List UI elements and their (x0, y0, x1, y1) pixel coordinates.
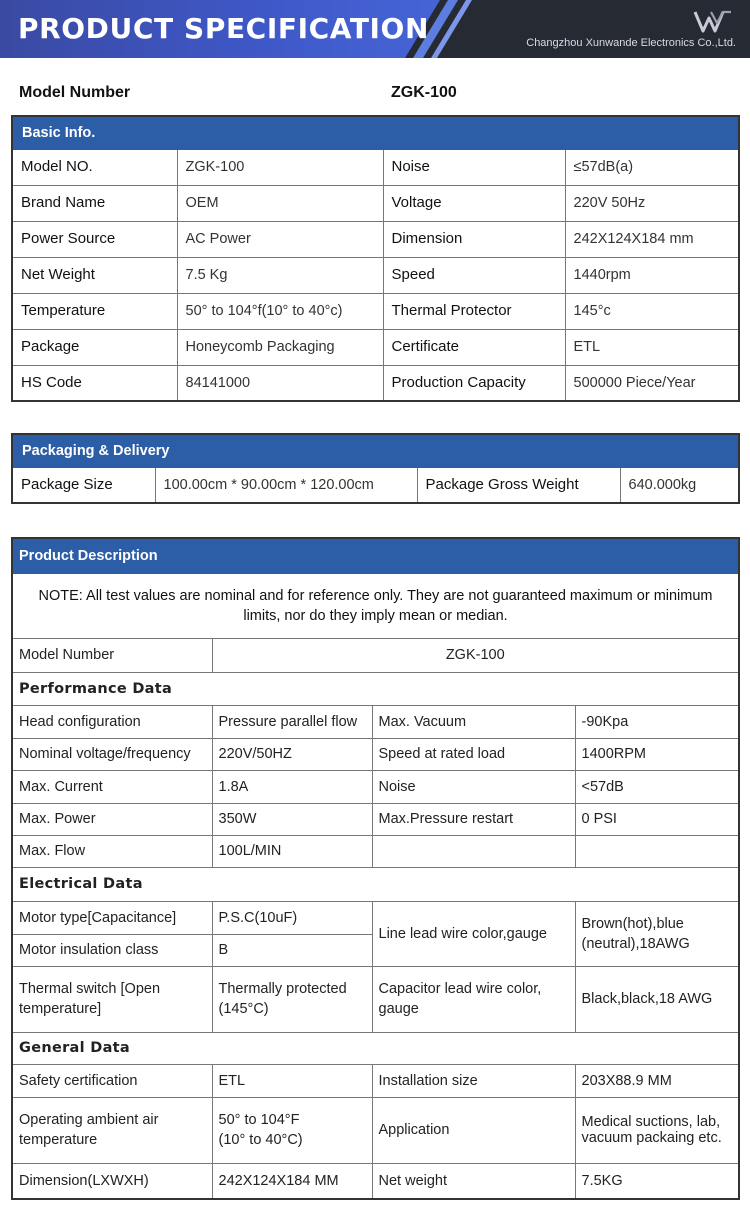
cell-label: Certificate (383, 329, 565, 365)
cell-value: 50° to 104°f(10° to 40°c) (177, 293, 383, 329)
package-size-label: Package Size (12, 467, 155, 503)
cell-label: Application (372, 1097, 575, 1163)
cell-label: Dimension (383, 221, 565, 257)
table-row (12, 901, 739, 934)
cell-value: Honeycomb Packaging (177, 329, 383, 365)
cell-label: Production Capacity (383, 365, 565, 401)
cell-label: Speed at rated load (372, 738, 575, 770)
cell-value: OEM (177, 185, 383, 221)
packaging-table (11, 433, 740, 504)
cell-value: Medical suctions, lab, vacuum packaing etc. (575, 1097, 739, 1163)
ambient-value-celsius: (10° to 40°C) (218, 1132, 303, 1148)
model-number-value: ZGK-100 (391, 84, 457, 101)
cell-label: Speed (383, 257, 565, 293)
cell-value: <57dB (575, 770, 739, 803)
cell-label: Thermal switch [Open temperature] (12, 966, 212, 1032)
cell-value: ETL (565, 329, 739, 365)
cell-label: Dimension(LXWXH) (12, 1163, 212, 1199)
model-value: ZGK-100 (212, 638, 739, 672)
page-title: PRODUCT SPECIFICATION (18, 12, 429, 45)
cell-value: 203X88.9 MM (575, 1064, 739, 1097)
table-row (12, 1064, 739, 1097)
package-weight-label: Package Gross Weight (417, 467, 620, 503)
company-name: Changzhou Xunwande Electronics Co.,Ltd. (526, 37, 736, 49)
cell-value: 7.5KG (575, 1163, 739, 1199)
cell-label: Motor insulation class (12, 934, 212, 966)
cell-value: ETL (212, 1064, 372, 1097)
cell-label: Capacitor lead wire color, gauge (372, 966, 575, 1032)
cell-empty (575, 835, 739, 867)
cell-label: Max. Flow (12, 835, 212, 867)
basic-info-table (11, 115, 740, 402)
cell-label: Operating ambient air temperature (12, 1097, 212, 1163)
table-row (12, 803, 739, 835)
table-row (12, 835, 739, 867)
cell-label: Model NO. (12, 149, 177, 185)
cell-label: HS Code (12, 365, 177, 401)
section-heading: Performance Data (12, 672, 739, 705)
cell-value: Thermally protected (145°C) (212, 966, 372, 1032)
table-row (12, 293, 739, 329)
cell-value: 242X124X184 mm (565, 221, 739, 257)
cell-label: Thermal Protector (383, 293, 565, 329)
table-row (12, 966, 739, 1032)
cell-label: Nominal voltage/frequency (12, 738, 212, 770)
packaging-title: Packaging & Delivery (12, 434, 739, 467)
cell-label: Line lead wire color,gauge (372, 901, 575, 966)
cell-value: P.S.C(10uF) (212, 901, 372, 934)
cell-label: Max.Pressure restart (372, 803, 575, 835)
cell-label: Brand Name (12, 185, 177, 221)
package-weight-value: 640.000kg (620, 467, 739, 503)
cell-value: 500000 Piece/Year (565, 365, 739, 401)
table-row (12, 738, 739, 770)
package-size-value: 100.00cm * 90.00cm * 120.00cm (155, 467, 417, 503)
cell-value: AC Power (177, 221, 383, 257)
cell-value: 1440rpm (565, 257, 739, 293)
section-heading: Electrical Data (12, 867, 739, 901)
cell-label: Installation size (372, 1064, 575, 1097)
cell-value: 0 PSI (575, 803, 739, 835)
cell-label: Max. Current (12, 770, 212, 803)
table-row (12, 467, 739, 503)
cell-label: Head configuration (12, 705, 212, 738)
cell-value: 350W (212, 803, 372, 835)
table-row (12, 257, 739, 293)
cell-value: 7.5 Kg (177, 257, 383, 293)
cell-label: Package (12, 329, 177, 365)
cell-label: Max. Power (12, 803, 212, 835)
cell-label: Noise (383, 149, 565, 185)
cell-value: 145°c (565, 293, 739, 329)
cell-label: Voltage (383, 185, 565, 221)
cell-label: Temperature (12, 293, 177, 329)
cell-label: Motor type[Capacitance] (12, 901, 212, 934)
table-row (12, 1163, 739, 1199)
table-row (12, 365, 739, 401)
table-row (12, 221, 739, 257)
model-label: Model Number (12, 638, 212, 672)
table-row (12, 770, 739, 803)
cell-value (212, 1097, 372, 1163)
ambient-value-fahrenheit: 50° to 104°F (218, 1112, 300, 1128)
cell-value: Black,black,18 AWG (575, 966, 739, 1032)
model-number-label: Model Number (19, 84, 131, 101)
basic-info-title: Basic Info. (12, 116, 739, 149)
cell-label: Power Source (12, 221, 177, 257)
cell-value: 220V 50Hz (565, 185, 739, 221)
cell-value: -90Kpa (575, 705, 739, 738)
cell-value: ZGK-100 (177, 149, 383, 185)
table-row (12, 149, 739, 185)
table-row (12, 705, 739, 738)
header-banner (0, 0, 750, 58)
table-row (12, 185, 739, 221)
table-row (12, 1097, 739, 1163)
cell-empty (372, 835, 575, 867)
cell-value: B (212, 934, 372, 966)
vw-logo-icon (693, 9, 735, 35)
cell-value: Brown(hot),blue (neutral),18AWG (575, 901, 739, 966)
cell-value: 1400RPM (575, 738, 739, 770)
cell-value: Pressure parallel flow (212, 705, 372, 738)
disclaimer-note: NOTE: All test values are nominal and for reference only. They are not guaranteed maximum or minimum limits, nor do they imply mean or median. (12, 573, 739, 638)
table-row (12, 329, 739, 365)
cell-label: Net Weight (12, 257, 177, 293)
cell-label: Net weight (372, 1163, 575, 1199)
cell-label: Noise (372, 770, 575, 803)
product-description-table (11, 537, 740, 1200)
section-heading: General Data (12, 1032, 739, 1064)
cell-value: 84141000 (177, 365, 383, 401)
cell-label: Safety certification (12, 1064, 212, 1097)
cell-value: 100L/MIN (212, 835, 372, 867)
cell-label: Max. Vacuum (372, 705, 575, 738)
cell-value: 242X124X184 MM (212, 1163, 372, 1199)
table-row (12, 638, 739, 672)
cell-value: ≤57dB(a) (565, 149, 739, 185)
cell-value: 220V/50HZ (212, 738, 372, 770)
cell-value: 1.8A (212, 770, 372, 803)
product-description-title: Product Description (12, 538, 739, 573)
